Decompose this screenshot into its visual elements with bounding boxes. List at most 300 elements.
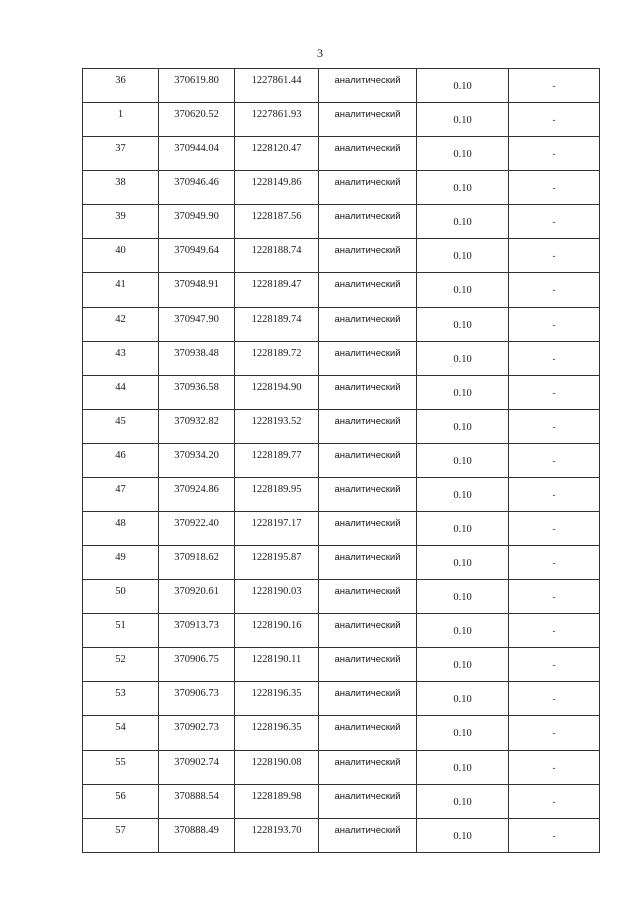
x-coordinate-cell [159,580,235,614]
cell-text: 0.10 [453,319,472,331]
method-cell [319,784,417,818]
cell-text: 56 [115,790,126,802]
cell-text: аналитический [334,75,401,86]
x-coordinate-cell [159,205,235,239]
accuracy-cell [417,716,509,750]
note-cell [509,69,600,103]
point-number-cell [83,137,159,171]
x-coordinate-cell [159,409,235,443]
method-cell [319,546,417,580]
y-coordinate-cell [235,171,319,205]
point-number-cell [83,614,159,648]
cell-text: 0.10 [453,489,472,501]
y-coordinate-cell [235,546,319,580]
method-cell [319,818,417,852]
method-cell [319,307,417,341]
point-number-cell [83,648,159,682]
x-coordinate-cell [159,477,235,511]
y-coordinate-cell [235,375,319,409]
cell-text: 1227861.44 [251,75,302,86]
cell-text: 370949.90 [174,211,219,223]
y-coordinate-cell [235,443,319,477]
point-number-cell [83,69,159,103]
cell-text: 370934.20 [174,449,219,461]
cell-text: аналитический [334,824,401,836]
cell-text: 0.10 [453,762,472,774]
cell-text: 0.10 [453,524,472,536]
point-number-cell [83,205,159,239]
cell-text: аналитический [334,449,401,461]
y-coordinate-cell [235,137,319,171]
coordinates-table [82,68,600,853]
cell-text: 57 [115,824,126,836]
point-number-cell [83,784,159,818]
method-cell [319,409,417,443]
y-coordinate-cell [235,205,319,239]
x-coordinate-cell [159,648,235,682]
x-coordinate-cell [159,171,235,205]
note-cell [509,341,600,375]
cell-text: 0.10 [453,353,472,365]
cell-text: аналитический [334,620,401,632]
note-cell [509,580,600,614]
y-coordinate-cell [235,477,319,511]
cell-text: - [552,694,556,705]
cell-text: 41 [115,279,126,291]
cell-text: - [552,319,556,330]
accuracy-cell [417,648,509,682]
y-coordinate-cell [235,103,319,137]
table-row [83,648,600,682]
cell-text: аналитический [334,415,401,427]
cell-text: - [552,183,556,194]
y-coordinate-cell [235,648,319,682]
cell-text: 1227861.93 [251,109,302,121]
table-row [83,546,600,580]
x-coordinate-cell [159,443,235,477]
cell-text: 1228189.95 [251,483,302,495]
cell-text: - [552,489,556,500]
cell-text: 0.10 [453,728,472,740]
table-row [83,614,600,648]
x-coordinate-cell [159,375,235,409]
cell-text: 1228188.74 [251,245,302,257]
cell-text: аналитический [334,177,401,189]
cell-text: 1228193.70 [251,824,302,836]
cell-text: аналитический [334,756,401,768]
table-row [83,375,600,409]
cell-text: 0.10 [453,830,472,842]
cell-text: 51 [115,620,126,632]
cell-text: - [552,149,556,160]
cell-text: аналитический [334,790,401,802]
y-coordinate-cell [235,512,319,546]
point-number-cell [83,818,159,852]
x-coordinate-cell [159,818,235,852]
accuracy-cell [417,307,509,341]
cell-text: - [552,387,556,398]
table-row [83,137,600,171]
point-number-cell [83,375,159,409]
x-coordinate-cell [159,307,235,341]
cell-text: 1228190.11 [251,654,302,666]
accuracy-cell [417,205,509,239]
note-cell [509,750,600,784]
table-row [83,716,600,750]
point-number-cell [83,273,159,307]
cell-text: 55 [115,756,126,768]
y-coordinate-cell [235,818,319,852]
cell-text: 1228194.90 [251,381,302,393]
method-cell [319,273,417,307]
note-cell [509,443,600,477]
y-coordinate-cell [235,341,319,375]
cell-text: 370619.80 [174,75,219,86]
cell-text: 1228196.35 [251,722,302,734]
cell-text: 1228120.47 [251,143,302,155]
point-number-cell [83,580,159,614]
cell-text: - [552,830,556,841]
table-row [83,784,600,818]
cell-text: аналитический [334,313,401,325]
table-row [83,205,600,239]
cell-text: 0.10 [453,421,472,433]
point-number-cell [83,341,159,375]
note-cell [509,784,600,818]
x-coordinate-cell [159,682,235,716]
cell-text: 37 [115,143,126,155]
cell-text: аналитический [334,211,401,223]
cell-text: 370932.82 [174,415,219,427]
note-cell [509,137,600,171]
cell-text: 1228189.47 [251,279,302,291]
note-cell [509,546,600,580]
y-coordinate-cell [235,273,319,307]
cell-text: 1228193.52 [251,415,302,427]
method-cell [319,580,417,614]
cell-text: 370938.48 [174,347,219,359]
accuracy-cell [417,239,509,273]
method-cell [319,375,417,409]
cell-text: - [552,285,556,296]
y-coordinate-cell [235,682,319,716]
accuracy-cell [417,614,509,648]
cell-text: 1228189.74 [251,313,302,325]
accuracy-cell [417,69,509,103]
accuracy-cell [417,546,509,580]
point-number-cell [83,750,159,784]
cell-text: 0.10 [453,660,472,672]
cell-text: 0.10 [453,558,472,570]
accuracy-cell [417,477,509,511]
table-row [83,580,600,614]
y-coordinate-cell [235,580,319,614]
accuracy-cell [417,103,509,137]
note-cell [509,273,600,307]
cell-text: 1 [117,109,124,121]
method-cell [319,69,417,103]
table-row [83,750,600,784]
cell-text: - [552,115,556,126]
note-cell [509,205,600,239]
accuracy-cell [417,273,509,307]
cell-text: 53 [115,688,126,700]
cell-text: 54 [115,722,126,734]
point-number-cell [83,477,159,511]
accuracy-cell [417,784,509,818]
method-cell [319,614,417,648]
y-coordinate-cell [235,614,319,648]
cell-text: аналитический [334,722,401,734]
cell-text: 370922.40 [174,518,219,530]
x-coordinate-cell [159,137,235,171]
table-row [83,409,600,443]
accuracy-cell [417,375,509,409]
cell-text: 370924.86 [174,483,219,495]
cell-text: 370918.62 [174,552,219,564]
accuracy-cell [417,682,509,716]
cell-text: 370949.64 [174,245,219,257]
cell-text: 44 [115,381,126,393]
cell-text: 48 [115,518,126,530]
cell-text: - [552,81,556,91]
cell-text: 0.10 [453,387,472,399]
x-coordinate-cell [159,273,235,307]
cell-text: 50 [115,586,126,598]
y-coordinate-cell [235,409,319,443]
cell-text: аналитический [334,483,401,495]
point-number-cell [83,716,159,750]
cell-text: - [552,353,556,364]
cell-text: - [552,728,556,739]
cell-text: 370948.91 [174,279,219,291]
cell-text: 370944.04 [174,143,219,155]
note-cell [509,103,600,137]
cell-text: 370888.54 [174,790,219,802]
y-coordinate-cell [235,307,319,341]
cell-text: 370902.73 [174,722,219,734]
cell-text: - [552,455,556,466]
y-coordinate-cell [235,716,319,750]
cell-text: аналитический [334,552,401,564]
cell-text: 0.10 [453,285,472,297]
accuracy-cell [417,443,509,477]
point-number-cell [83,443,159,477]
cell-text: 370913.73 [174,620,219,632]
cell-text: аналитический [334,279,401,291]
method-cell [319,682,417,716]
cell-text: 1228196.35 [251,688,302,700]
note-cell [509,307,600,341]
note-cell [509,716,600,750]
table-row [83,341,600,375]
cell-text: - [552,421,556,432]
method-cell [319,750,417,784]
note-cell [509,648,600,682]
cell-text: 38 [115,177,126,189]
note-cell [509,614,600,648]
cell-text: 0.10 [453,592,472,604]
method-cell [319,716,417,750]
method-cell [319,512,417,546]
table-row [83,69,600,103]
cell-text: 0.10 [453,217,472,229]
cell-text: аналитический [334,109,401,121]
y-coordinate-cell [235,69,319,103]
cell-text: аналитический [334,245,401,257]
note-cell [509,409,600,443]
note-cell [509,682,600,716]
method-cell [319,171,417,205]
accuracy-cell [417,171,509,205]
cell-text: 52 [115,654,126,666]
x-coordinate-cell [159,750,235,784]
table-row [83,443,600,477]
note-cell [509,818,600,852]
table-row [83,103,600,137]
cell-text: 0.10 [453,796,472,808]
cell-text: аналитический [334,518,401,530]
cell-text: 0.10 [453,455,472,467]
x-coordinate-cell [159,546,235,580]
cell-text: 370920.61 [174,586,219,598]
cell-text: 1228187.56 [251,211,302,223]
x-coordinate-cell [159,512,235,546]
table-row [83,512,600,546]
table-row [83,682,600,716]
cell-text: - [552,762,556,773]
cell-text: 0.10 [453,81,472,92]
point-number-cell [83,307,159,341]
table-row [83,818,600,852]
method-cell [319,443,417,477]
point-number-cell [83,512,159,546]
note-cell [509,512,600,546]
cell-text: 370947.90 [174,313,219,325]
cell-text: - [552,626,556,637]
cell-text: - [552,558,556,569]
cell-text: аналитический [334,143,401,155]
method-cell [319,477,417,511]
cell-text: - [552,796,556,807]
note-cell [509,375,600,409]
x-coordinate-cell [159,239,235,273]
accuracy-cell [417,409,509,443]
table-row [83,239,600,273]
cell-text: 1228197.17 [251,518,302,530]
cell-text: 42 [115,313,126,325]
cell-text: 45 [115,415,126,427]
point-number-cell [83,682,159,716]
cell-text: 370946.46 [174,177,219,189]
cell-text: 47 [115,483,126,495]
method-cell [319,648,417,682]
cell-text: 49 [115,552,126,564]
cell-text: - [552,592,556,603]
cell-text: 0.10 [453,251,472,263]
table-body [83,69,600,853]
cell-text: 370936.58 [174,381,219,393]
cell-text: - [552,524,556,535]
accuracy-cell [417,137,509,171]
table-row [83,171,600,205]
x-coordinate-cell [159,69,235,103]
method-cell [319,205,417,239]
cell-text: 0.10 [453,115,472,127]
cell-text: аналитический [334,347,401,359]
cell-text: 0.10 [453,626,472,638]
table-row [83,273,600,307]
page-number: 3 [317,46,323,60]
cell-text: аналитический [334,381,401,393]
accuracy-cell [417,818,509,852]
accuracy-cell [417,512,509,546]
cell-text: 1228189.98 [251,790,302,802]
x-coordinate-cell [159,341,235,375]
x-coordinate-cell [159,784,235,818]
cell-text: - [552,251,556,262]
point-number-cell [83,103,159,137]
cell-text: - [552,660,556,671]
x-coordinate-cell [159,103,235,137]
method-cell [319,103,417,137]
cell-text: 40 [115,245,126,257]
cell-text: 43 [115,347,126,359]
note-cell [509,477,600,511]
cell-text: 370620.52 [174,109,219,121]
y-coordinate-cell [235,239,319,273]
cell-text: 1228190.08 [251,756,302,768]
point-number-cell [83,239,159,273]
cell-text: 1228189.72 [251,347,302,359]
cell-text: аналитический [334,586,401,598]
method-cell [319,341,417,375]
table-row [83,477,600,511]
cell-text: 36 [115,75,126,86]
accuracy-cell [417,341,509,375]
cell-text: аналитический [334,688,401,700]
cell-text: 1228149.86 [251,177,302,189]
accuracy-cell [417,750,509,784]
table-row [83,307,600,341]
x-coordinate-cell [159,716,235,750]
cell-text: 370906.73 [174,688,219,700]
cell-text: аналитический [334,654,401,666]
point-number-cell [83,409,159,443]
cell-text: 370888.49 [174,824,219,836]
method-cell [319,239,417,273]
cell-text: 0.10 [453,183,472,195]
cell-text: 370902.74 [174,756,219,768]
cell-text: 39 [115,211,126,223]
accuracy-cell [417,580,509,614]
cell-text: - [552,217,556,228]
x-coordinate-cell [159,614,235,648]
note-cell [509,239,600,273]
cell-text: 0.10 [453,694,472,706]
method-cell [319,137,417,171]
cell-text: 46 [115,449,126,461]
cell-text: 1228195.87 [251,552,302,564]
cell-text: 1228190.16 [251,620,302,632]
cell-text: 1228190.03 [251,586,302,598]
note-cell [509,171,600,205]
cell-text: 1228189.77 [251,449,302,461]
y-coordinate-cell [235,784,319,818]
point-number-cell [83,171,159,205]
cell-text: 0.10 [453,149,472,161]
cell-text: 370906.75 [174,654,219,666]
